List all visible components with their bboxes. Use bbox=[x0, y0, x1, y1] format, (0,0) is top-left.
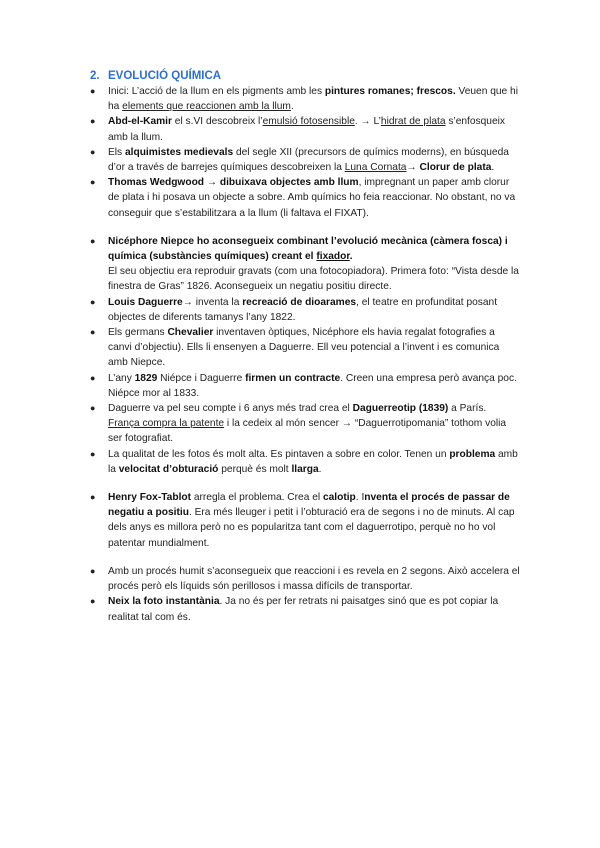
list-item bbox=[90, 594, 520, 624]
section-number: 2. bbox=[90, 70, 100, 82]
section-title: EVOLUCIÓ QUÍMICA bbox=[108, 70, 222, 82]
text-run: nventa el procés de passar de negatiu a positiu bbox=[108, 492, 510, 519]
text-run: Daguerreotip (1839) bbox=[352, 403, 449, 415]
list-item bbox=[90, 114, 520, 144]
text-run: . Creen una empresa però avança poc. Niépce mor al 1833. bbox=[108, 372, 517, 399]
section-heading bbox=[90, 70, 221, 82]
text-run: → bbox=[406, 162, 420, 174]
text-run: Niépce i Daguerre bbox=[157, 372, 246, 384]
list-item bbox=[90, 234, 520, 295]
text-run: La qualitat de les fotos és molt alta. Es pintaven a sobre en color. Tenen un bbox=[108, 448, 450, 460]
text-run: recreació de dioarames bbox=[242, 296, 357, 308]
text-run: . I bbox=[355, 492, 365, 504]
text-run: Louis Daguerre bbox=[108, 296, 183, 308]
bullet-list bbox=[90, 84, 520, 625]
text-run: França compra la patente bbox=[108, 418, 225, 430]
text-run: Thomas Wedgwood → dibuixava objectes amb llum bbox=[108, 177, 359, 189]
text-run: el s.VI descobreix l’ bbox=[171, 116, 263, 128]
text-run: s’enfosqueix amb la llum. bbox=[108, 116, 505, 143]
text-run: . bbox=[349, 251, 353, 263]
list-item bbox=[90, 295, 520, 325]
text-run: Clorur de plata bbox=[419, 162, 492, 174]
text-run: Nicéphore Niepce ho aconsegueix combinant l’evolució mecànica (càmera fosca) i química (substàncies químiques) creant el bbox=[108, 235, 508, 263]
text-run: Abd-el-Kamir bbox=[108, 116, 172, 128]
text-run: Luna Cornata bbox=[344, 162, 407, 174]
text-run: del segle XII (precursors de químics moderns), en búsqueda d’or a través de barrejes químiques descobreixen la bbox=[108, 146, 509, 174]
text-run: . bbox=[290, 101, 294, 113]
text-run: → inventa la bbox=[182, 296, 243, 308]
text-run: , el teatre en profunditat posant objectes de diferents tamanys l’any 1822. bbox=[108, 296, 498, 323]
text-run: emulsió fotosensible bbox=[262, 116, 355, 128]
text-run: Henry Fox-Tablot bbox=[108, 492, 192, 504]
text-run: Els bbox=[108, 146, 125, 158]
text-run: Daguerre va pel seu compte i 6 anys més trad crea el bbox=[108, 403, 353, 415]
text-run: Veuen que hi ha bbox=[108, 86, 518, 113]
text-run: Neix la foto instantània bbox=[108, 596, 220, 608]
text-run: perquè és molt bbox=[218, 463, 292, 475]
text-run: inventaven òptiques, Nicéphore els havia regalat fotografies a canvi d’objectiu). Ells li ensenyen a Daguerre. Ell veu potencial a l’invent i es comunica amb Niepce. bbox=[108, 327, 500, 369]
text-run: a París. bbox=[448, 403, 487, 415]
text-run: L’any bbox=[108, 372, 135, 384]
text-run: Els germans bbox=[108, 327, 168, 339]
text-run: . Ja no és per fer retrats ni paisatges sinó que es pot copiar la realitat tal com és. bbox=[108, 596, 499, 623]
text-run: El seu objectiu era reproduir gravats (com una fotocopiadora). Primera foto: “Vista desde la finestra de Gras” 1826. Aconsegueix un negatiu positiu directe. bbox=[108, 266, 519, 293]
text-run: problema bbox=[449, 448, 496, 460]
list-item bbox=[90, 447, 520, 477]
text-run: elements que reaccionen amb la llum bbox=[122, 101, 291, 113]
text-run: , impregnant un paper amb clorur de plata i hi posava un objecte a sobre. Amb químics ho feia reaccionar. No obstant, no va conseguir que s’estabilitzara a la llum (li faltava el FIXAT). bbox=[108, 177, 516, 219]
text-run: calotip bbox=[322, 492, 356, 504]
text-run: alquimistes medievals bbox=[124, 146, 234, 158]
list-item bbox=[90, 175, 520, 221]
text-run: fixador bbox=[316, 251, 350, 263]
list-item bbox=[90, 145, 520, 175]
text-run: hidrat de plata bbox=[380, 116, 446, 128]
list-item bbox=[90, 371, 520, 401]
list-item bbox=[90, 490, 520, 551]
list-item bbox=[90, 564, 520, 594]
text-run: Amb un procés humit s’aconsegueix que reaccioni i es revela en 2 segons. Això accelera el procés però els líquids són perillosos i massa difícils de transportar. bbox=[108, 565, 520, 593]
text-run: amb la bbox=[108, 448, 518, 475]
text-run: . bbox=[318, 463, 322, 475]
text-run: llarga bbox=[291, 463, 319, 475]
text-run: pintures romanes; frescos. bbox=[324, 86, 456, 97]
text-run: . bbox=[491, 162, 495, 174]
text-run: firmen un contracte bbox=[245, 372, 341, 384]
text-run: Inici: L’acció de la llum en els pigments amb les bbox=[108, 86, 325, 97]
text-run: arregla el problema. Crea el bbox=[191, 492, 323, 504]
text-run: Chevalier bbox=[167, 327, 214, 339]
list-item bbox=[90, 401, 520, 447]
list-item bbox=[90, 84, 520, 114]
list-item bbox=[90, 325, 520, 371]
text-run: 1829 bbox=[134, 372, 158, 384]
text-run: velocitat d’obturació bbox=[118, 463, 219, 475]
text-run: . → L’ bbox=[354, 116, 381, 128]
text-run: . Era més lleuger i petit i l’obturació era de segons i no de minuts. Al cap dels anys es millora però no es popularitza tant com el daguerrotipo, perquè no ho vol patentar mundialment. bbox=[108, 507, 515, 549]
text-run: i la cedeix al món sencer → “Daguerrotipomania” tothom volia ser fotografiat. bbox=[108, 418, 507, 445]
